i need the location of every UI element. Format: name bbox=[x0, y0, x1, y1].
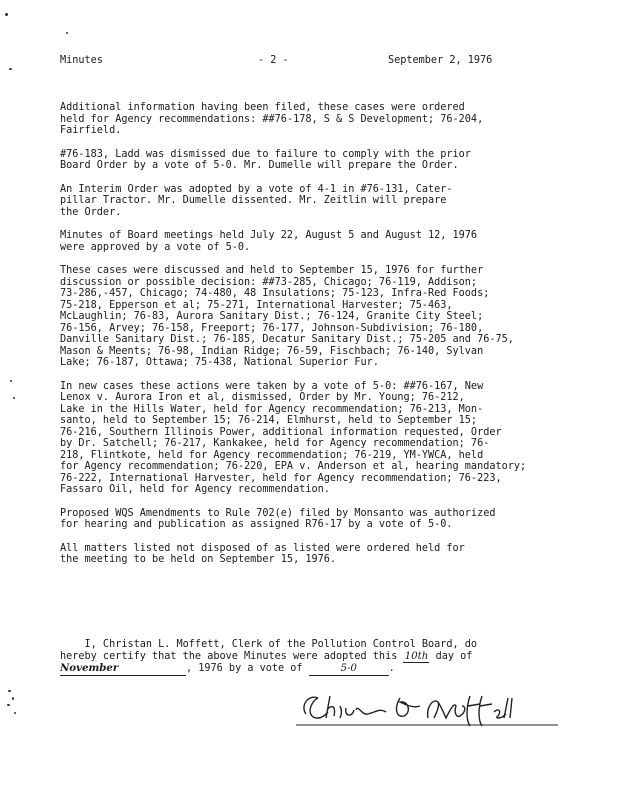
paragraph-ladd-dismissal: #76-183, Ladd was dismissed due to failure to comply with the prior Board Order by a vote of 5-0. Mr. Dumelle will prepare the Order. bbox=[60, 148, 471, 171]
certification-period: . bbox=[388, 663, 395, 674]
paragraph-held-cases: Additional information having been filed, these cases were ordered held for Agency recommendations: ##76-178, S & S Development; 76-204, Fairfield. bbox=[60, 102, 484, 136]
certification-line-2: hereby certify that the above Minutes were adopted this bbox=[60, 650, 404, 662]
certification-block bbox=[60, 639, 610, 676]
scan-speck bbox=[5, 13, 8, 16]
day-fill: 10th bbox=[404, 650, 429, 662]
scan-speck bbox=[8, 690, 11, 692]
paragraph-matters-held: All matters listed not disposed of as listed were ordered held for the meeting to be held on September 15, 1976. bbox=[60, 542, 465, 565]
paragraph-new-cases: In new cases these actions were taken by a vote of 5-0: ##76-167, New Lenox v. Aurora Iron et al, dismissed, Order by Mr. Young; 76-212, Lake in the Hills Water, held for Agency recommendation; 76-213, Mon- santo, held to September 15; 76-214, Elmhurst, held to September 15; 76-216, Southern Illinois Power, additional information requested, Order by Dr. Satchell; 76-217, Kankakee, held for Agency recommendation; 76- 218, Flintkote, held for Agency recommendation; 76-219, YM-YWCA, held for Agency recommendation; 76-220, EPA v. Anderson et al, hearing mandatory; 76-222, International Harvester, held for Agency recommendation; 76-223, Fassaro Oil, held for Agency recommendation. bbox=[60, 380, 527, 495]
scan-speck bbox=[10, 380, 12, 382]
header-date: September 2, 1976 bbox=[388, 55, 493, 66]
certification-line-1: I, Christan L. Moffett, Clerk of the Pollution Control Board, do bbox=[60, 639, 478, 650]
paragraph-wqs-amendments: Proposed WQS Amendments to Rule 702(e) filed by Monsanto was authorized for hearing and publication as assigned R76-17 by a vote of 5-0. bbox=[60, 507, 496, 530]
scan-speck bbox=[13, 397, 15, 399]
scan-speck bbox=[7, 704, 10, 706]
scan-speck bbox=[12, 697, 14, 700]
page-number: - 2 - bbox=[258, 55, 289, 66]
minutes-body bbox=[60, 102, 608, 578]
clerk-signature bbox=[296, 688, 558, 728]
certification-day-of: day of bbox=[429, 650, 473, 662]
paragraph-minutes-approval: Minutes of Board meetings held July 22, August 5 and August 12, 1976 were approved by a vote of 5-0. bbox=[60, 230, 478, 253]
certification-line-3: , 1976 by a vote of bbox=[186, 663, 309, 674]
paragraph-discussed-cases: These cases were discussed and held to September 15, 1976 for further discussion or possible decision: ##73-285, Chicago; 76-119, Addison; 73-286,-457, Chicago; 74-480, 48 Insulations; 75-123, Infra-Red Foods; 75-218, Epperson et al; 75-271, International Harvester; 75-463, McLaughlin; 76-83, Aurora Sanitary Dist.; 76-124, Granite City Steel; 76-156, Arvey; 76-158, Freeport; 76-177, Johnson-Subdivision; 76-180, Danville Sanitary Dist.; 76-185, Decatur Sanitary Dist.; 75-205 and 76-75, Mason & Meents; 76-98, Indian Ridge; 76-59, Fischbach; 76-140, Sylvan Lake; 76-187, Ottawa; 75-438, National Superior Fur. bbox=[60, 265, 514, 368]
vote-fill: 5-0 bbox=[309, 663, 389, 676]
scan-speck bbox=[66, 32, 68, 34]
paragraph-interim-order: An Interim Order was adopted by a vote of 4-1 in #76-131, Cater- pillar Tractor. Mr. Dumelle dissented. Mr. Zeitlin will prepare the Order. bbox=[60, 183, 453, 218]
scan-speck bbox=[14, 712, 16, 714]
month-fill: November bbox=[60, 663, 186, 676]
scan-speck bbox=[9, 68, 12, 70]
header-label: Minutes bbox=[60, 55, 103, 66]
